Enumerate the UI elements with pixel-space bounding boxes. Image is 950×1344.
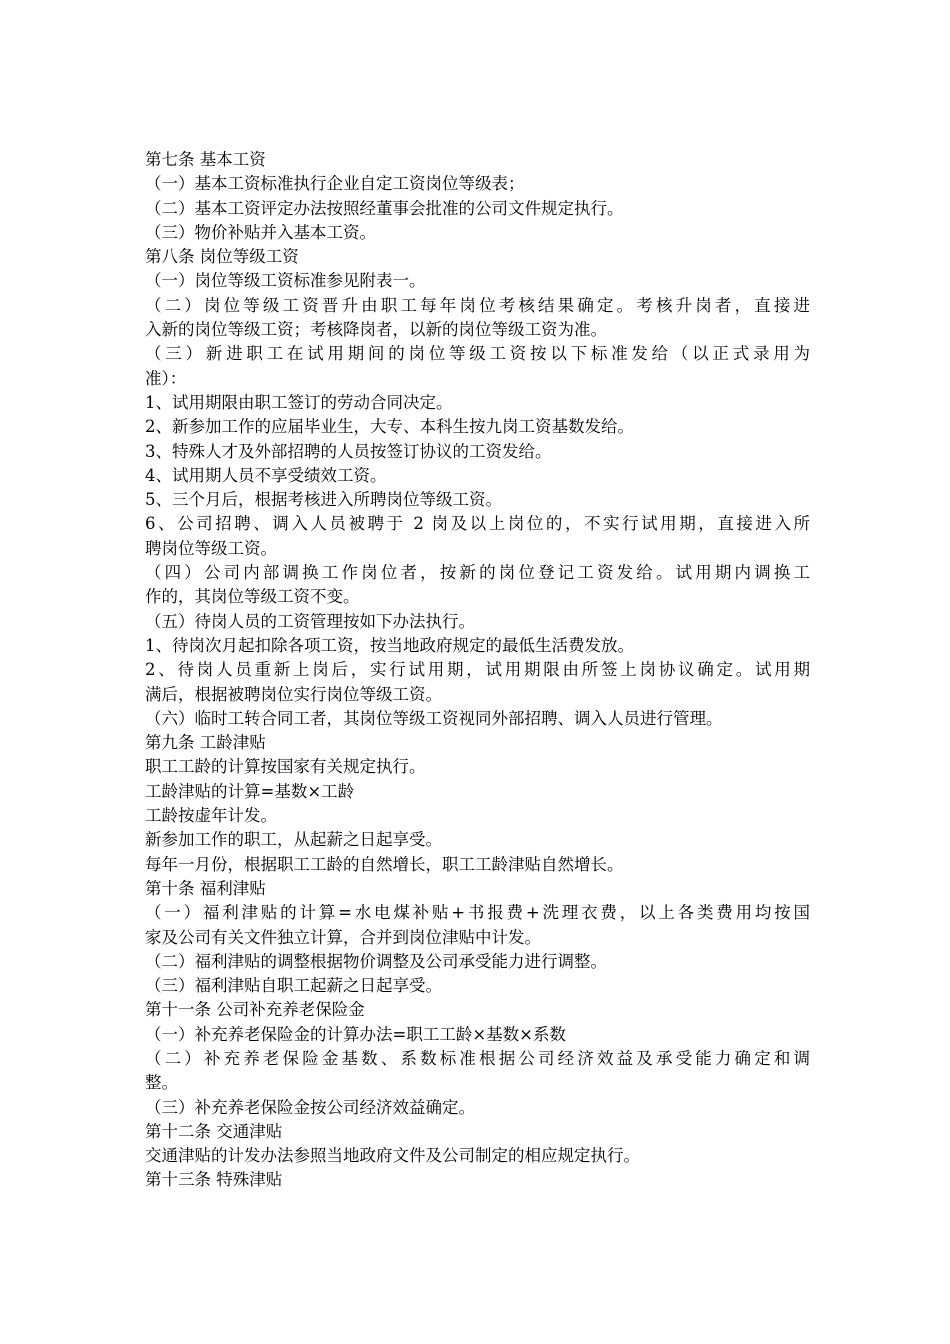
text-line: （一）福利津贴的计算=水电煤补贴+书报费+洗理衣费，以上各类费用均按国 [145,903,810,923]
document-body [145,148,810,1193]
text-line: 6、公司招聘、调入人员被聘于 2 岗及以上岗位的，不实行试用期，直接进入所 [145,514,810,534]
text-line: （三）福利津贴自职工起薪之日起享受。 [145,976,442,996]
text-line: 3、特殊人才及外部招聘的人员按签订协议的工资发给。 [145,441,552,461]
text-line: （一）基本工资标准执行企业自定工资岗位等级表； [145,174,525,194]
text-line: 第九条 工龄津贴 [145,733,266,753]
text-line: 家及公司有关文件独立计算，合并到岗位津贴中计发。 [145,927,541,947]
text-line: （二）基本工资评定办法按照经董事会批准的公司文件规定执行。 [145,198,624,218]
text-line: 交通津贴的计发办法参照当地政府文件及公司制定的相应规定执行。 [145,1146,640,1166]
text-line: 第十一条 公司补充养老保险金 [145,1000,365,1020]
text-line: （三）新进职工在试用期间的岗位等级工资按以下标准发给（以正式录用为 [145,344,810,364]
text-line: （三）物价补贴并入基本工资。 [145,222,376,242]
text-line: 满后，根据被聘岗位实行岗位等级工资。 [145,684,442,704]
text-line: 准）： [145,368,187,388]
text-line: 第七条 基本工资 [145,150,266,169]
text-line: （六）临时工转合同工者，其岗位等级工资视同外部招聘、调入人员进行管理。 [145,708,723,728]
text-line: （五）待岗人员的工资管理按如下办法执行。 [145,611,475,631]
text-line: （一）补充养老保险金的计算办法=职工工龄×基数×系数 [145,1024,566,1044]
text-line: 作的，其岗位等级工资不变。 [145,587,360,607]
text-line: （一）岗位等级工资标准参见附表一。 [145,271,426,291]
text-line: 整。 [145,1073,178,1093]
text-line: 聘岗位等级工资。 [145,538,277,558]
text-line: 4、试用期人员不享受绩效工资。 [145,465,387,485]
text-line: 2、待岗人员重新上岗后，实行试用期，试用期限由所签上岗协议确定。试用期 [145,660,810,680]
text-line: （二）福利津贴的调整根据物价调整及公司承受能力进行调整。 [145,951,607,971]
text-line: （二）岗位等级工资晋升由职工每年岗位考核结果确定。考核升岗者，直接进 [145,295,810,315]
text-line: 5、三个月后，根据考核进入所聘岗位等级工资。 [145,490,502,510]
text-line: 第十二条 交通津贴 [145,1121,283,1141]
text-line: 新参加工作的职工，从起薪之日起享受。 [145,830,442,850]
text-line: （四）公司内部调换工作岗位者，按新的岗位登记工资发给。试用期内调换工 [145,563,810,583]
text-line: 第十条 福利津贴 [145,878,266,898]
text-line: 第八条 岗位等级工资 [145,247,299,267]
text-line: 1、试用期限由职工签订的劳动合同决定。 [145,392,453,412]
text-line: 1、待岗次月起扣除各项工资，按当地政府规定的最低生活费发放。 [145,635,634,655]
text-line: （二）补充养老保险金基数、系数标准根据公司经济效益及承受能力确定和调 [145,1048,810,1068]
text-line: 入新的岗位等级工资；考核降岗者，以新的岗位等级工资为准。 [145,320,607,340]
text-line: 工龄按虚年计发。 [145,806,277,826]
text-line: （三）补充养老保险金按公司经济效益确定。 [145,1097,475,1117]
text-line: 工龄津贴的计算=基数×工龄 [145,781,355,801]
text-line: 职工工龄的计算按国家有关规定执行。 [145,757,426,777]
text-line: 第十三条 特殊津贴 [145,1170,283,1190]
text-line: 每年一月份，根据职工工龄的自然增长，职工工龄津贴自然增长。 [145,854,624,874]
text-line: 2、新参加工作的应届毕业生，大专、本科生按九岗工资基数发给。 [145,417,634,437]
